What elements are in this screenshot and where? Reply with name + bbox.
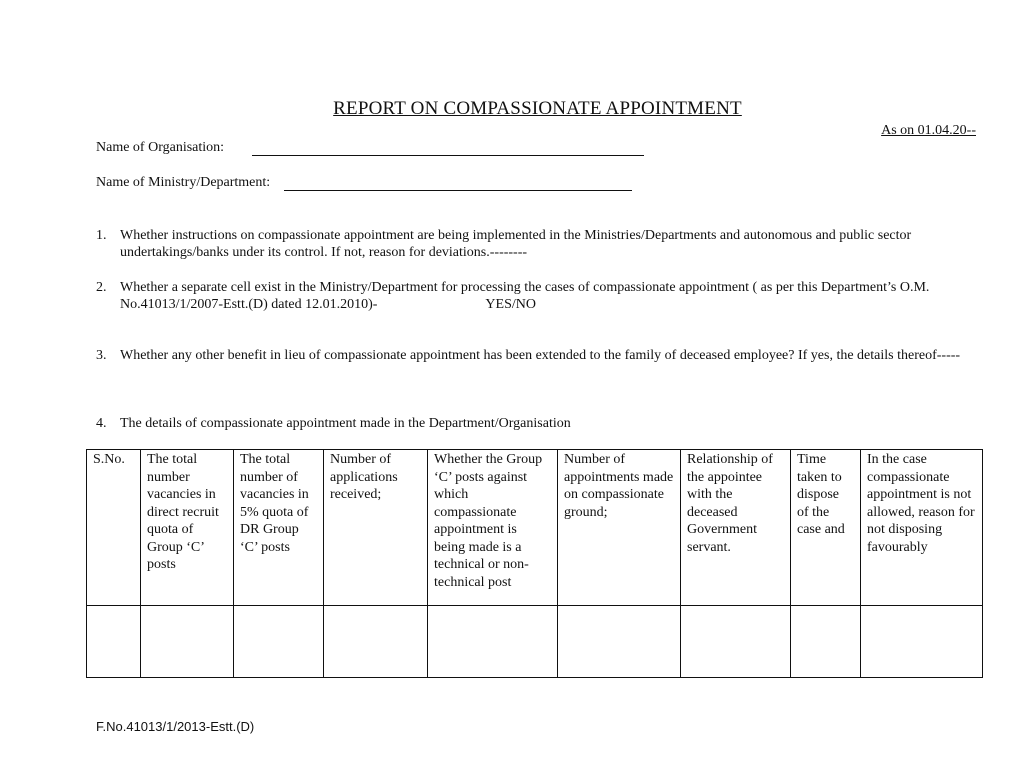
- appointment-details-table: [86, 449, 983, 678]
- header-sno: S.No.: [87, 450, 141, 606]
- question-number: 2.: [96, 280, 107, 295]
- as-on-date: As on 01.04.20--: [881, 123, 976, 138]
- table-header-row: [87, 450, 983, 606]
- file-number: F.No.41013/1/2013-Estt.(D): [96, 719, 255, 734]
- question-text-wrapper: [120, 279, 986, 313]
- header-total-vacancies-direct: The total number vacancies in direct recruit quota of Group ‘C’ posts: [141, 450, 234, 606]
- header-vacancies-5-percent: The total number of vacancies in 5% quota of DR Group ‘C’ posts: [234, 450, 324, 606]
- table-cell[interactable]: [324, 606, 428, 678]
- header-appointments-made: Number of appointments made on compassionate ground;: [558, 450, 681, 606]
- table-cell[interactable]: [681, 606, 791, 678]
- organisation-blank-line: [252, 141, 644, 156]
- table-row: [87, 606, 983, 678]
- question-2: [96, 279, 986, 313]
- question-3: [96, 347, 986, 364]
- header-applications-received: Number of applications received;: [324, 450, 428, 606]
- table-cell[interactable]: [234, 606, 324, 678]
- header-technical-post: Whether the Group ‘C’ posts against which compassionate appointment is being made is a technical or non-technical post: [428, 450, 558, 606]
- yes-no-answer: YES/NO: [485, 297, 536, 312]
- header-reason-not-disposing: In the case compassionate appointment is not allowed, reason for not disposing favourably: [861, 450, 983, 606]
- question-text: Whether instructions on compassionate appointment are being implemented in the Ministries/Departments and autonomous and public sector undertakings/banks under its control. If not, reason for deviations.--------: [120, 228, 912, 260]
- question-number: 1.: [96, 228, 107, 243]
- table-cell[interactable]: [558, 606, 681, 678]
- question-4: [96, 415, 986, 432]
- ministry-field: [96, 175, 632, 191]
- table-cell[interactable]: [791, 606, 861, 678]
- header-relationship: Relationship of the appointee with the deceased Government servant.: [681, 450, 791, 606]
- organisation-field: [96, 140, 644, 156]
- question-text: Whether any other benefit in lieu of compassionate appointment has been extended to the family of deceased employee? If yes, the details thereof-----: [120, 348, 961, 363]
- question-number: 3.: [96, 348, 107, 363]
- table-cell[interactable]: [87, 606, 141, 678]
- table-cell[interactable]: [428, 606, 558, 678]
- question-1: [96, 227, 986, 261]
- header-time-taken: Time taken to dispose of the case and: [791, 450, 861, 606]
- question-number: 4.: [96, 416, 107, 431]
- organisation-label: Name of Organisation:: [96, 140, 225, 155]
- question-text: The details of compassionate appointment made in the Department/Organisation: [120, 416, 571, 431]
- table-cell[interactable]: [861, 606, 983, 678]
- table-cell[interactable]: [141, 606, 234, 678]
- question-text: Whether a separate cell exist in the Ministry/Department for processing the cases of compassionate appointment ( as per this Department’s O.M. No.41013/1/2007-Estt.(D) dated 12.01.2010)-: [120, 280, 930, 312]
- ministry-blank-line: [284, 176, 632, 191]
- ministry-label: Name of Ministry/Department:: [96, 175, 271, 190]
- page-title: REPORT ON COMPASSIONATE APPOINTMENT: [333, 98, 742, 119]
